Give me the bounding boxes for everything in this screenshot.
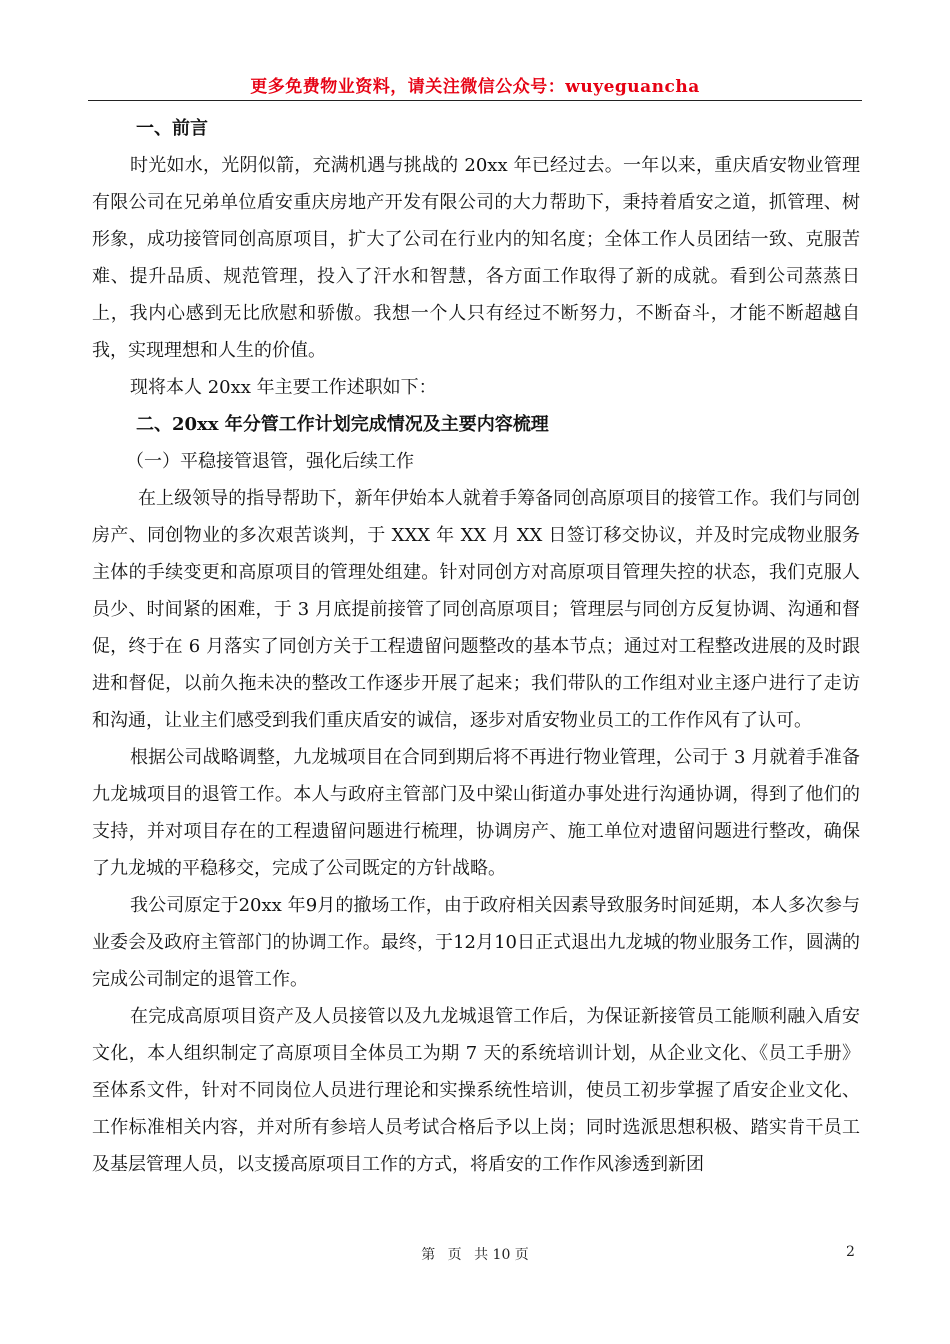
page-number: 2 — [846, 1244, 855, 1260]
header-banner: 更多免费物业资料，请关注微信公众号：wuyeguancha — [250, 77, 700, 97]
footer-label-di: 第 — [421, 1247, 436, 1263]
paragraph-training: 在完成高原项目资产及人员接管以及九龙城退管工作后，为保证新接管员工能顺利融入盾安文化，本人组织制定了高原项目全体员工为期 7 天的系统培训计划，从企业文化、《员工手册》至体系文件，针对不同岗位人员进行理论和实操系统性培训，使员工初步掌握了盾安企业文化、工作标准相关内容，并对所有参培人员考试合格后予以上岗；同时选派思想积极、踏实肯干员工及基层管理人员，以支援高原项目工作的方式，将盾安的工作作风渗透到新团 — [92, 1006, 860, 1175]
paragraph-report-intro: 现将本人 20xx 年主要工作述职如下： — [130, 377, 437, 398]
footer-total-pages: 共 10 页 — [474, 1247, 529, 1263]
paragraph-withdrawal: 根据公司战略调整，九龙城项目在合同到期后将不再进行物业管理，公司于 3 月就着手准备九龙城项目的退管工作。本人与政府主管部门及中梁山街道办事处进行沟通协调，得到了他们的支持，并对项目存在的工程遗留问题进行梳理，协调房产、施工单位对遗留问题进行整改，确保了九龙城的平稳移交，完成了公司既定的方针战略。 — [92, 747, 860, 879]
footer-label-ye: 页 — [447, 1247, 462, 1263]
section-heading-preface: 一、前言 — [136, 118, 208, 139]
paragraph-takeover: 在上级领导的指导帮助下，新年伊始本人就着手筹备同创高原项目的接管工作。我们与同创房产、同创物业的多次艰苦谈判，于 XXX 年 XX 月 XX 日签订移交协议，并及时完成物业服务主体的手续变更和高原项目的管理处组建。针对同创方对高原项目管理失控的状态，我们克服人员少、时间紧的困难，于 3 月底提前接管了同创高原项目；管理层与同创方反复协调、沟通和督促，终于在 6 月落实了同创方关于工程遗留问题整改的基本节点；通过对工程整改进展的及时跟进和督促，以前久拖未决的整改工作逐步开展了起来；我们带队的工作组对业主逐户进行了走访和沟通，让业主们感受到我们重庆盾安的诚信，逐步对盾安物业员工的工作作风有了认可。 — [92, 488, 860, 731]
header-divider — [88, 100, 862, 101]
paragraph-exit-delay: 我公司原定于20xx 年9月的撤场工作，由于政府相关因素导致服务时间延期，本人多次参与业委会及政府主管部门的协调工作。最终，于12月10日正式退出九龙城的物业服务工作，圆满的完成公司制定的退管工作。 — [92, 895, 860, 990]
paragraph-intro: 时光如水，光阴似箭，充满机遇与挑战的 20xx 年已经过去。一年以来，重庆盾安物业管理有限公司在兄弟单位盾安重庆房地产开发有限公司的大力帮助下，秉持着盾安之道，抓管理、树形象，成功接管同创高原项目，扩大了公司在行业内的知名度；全体工作人员团结一致、克服苦难、提升品质、规范管理，投入了汗水和智慧，各方面工作取得了新的成就。看到公司蒸蒸日上，我内心感到无比欣慰和骄傲。我想一个人只有经过不断努力，不断奋斗，才能不断超越自我，实现理想和人生的价值。 — [92, 155, 860, 361]
document-body — [92, 110, 860, 1183]
section-heading-work-plan: 二、20xx 年分管工作计划完成情况及主要内容梳理 — [136, 414, 549, 435]
page-footer — [0, 1244, 950, 1264]
sub-heading-takeover: （一）平稳接管退管，强化后续工作 — [126, 451, 414, 472]
